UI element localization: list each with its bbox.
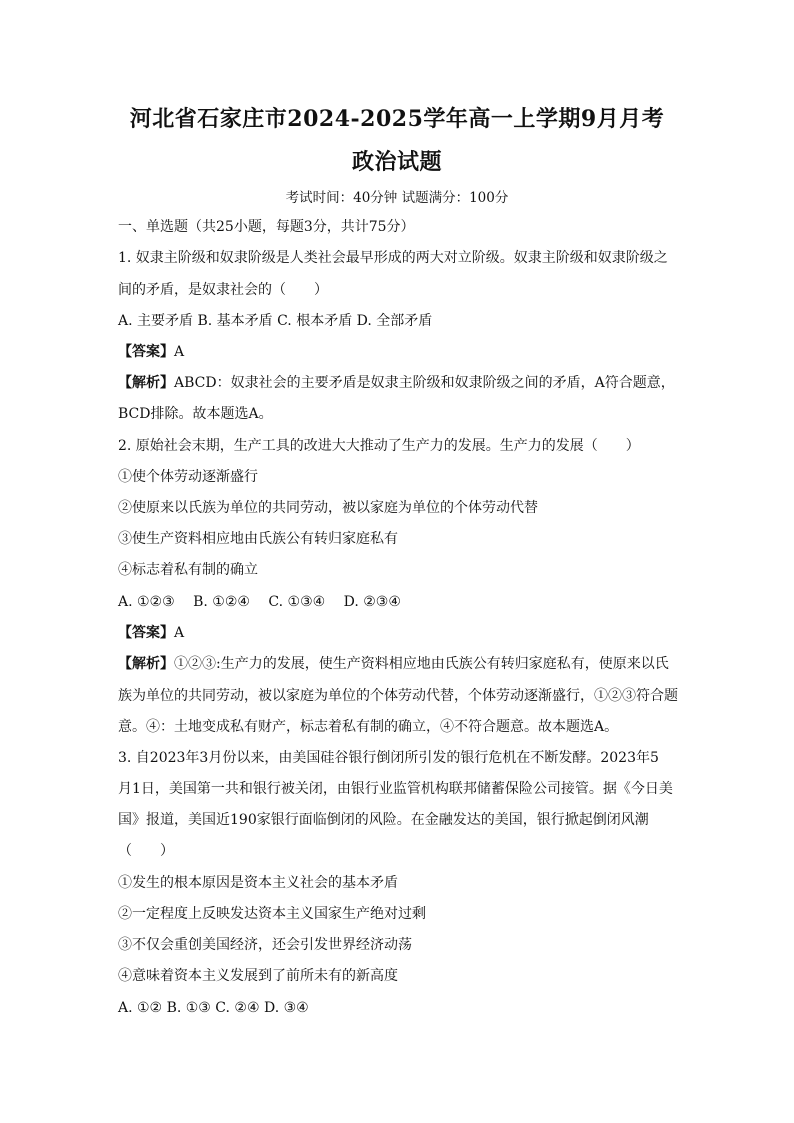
document-subtitle: 政治试题 <box>351 149 442 175</box>
question-2-item-4: ④标志着私有制的确立 <box>118 562 258 578</box>
question-3-item-3: ③不仅会重创美国经济，还会引发世界经济动荡 <box>118 937 412 953</box>
analysis-tag: 【解析】 <box>118 656 174 672</box>
question-3-item-4: ④意味着资本主义发展到了前所未有的新高度 <box>118 968 398 984</box>
question-3-options: A. ①② B. ①③ C. ②④ D. ③④ <box>118 1000 309 1016</box>
question-1-stem-line-1: 1. 奴隶主阶级和奴隶阶级是人类社会最早形成的两大对立阶级。奴隶主阶级和奴隶阶级之 <box>118 250 668 266</box>
question-2-item-3: ③使生产资料相应地由氏族公有转归家庭私有 <box>118 531 398 547</box>
question-2-analysis-line-2: 族为单位的共同劳动，被以家庭为单位的个体劳动代替，个体劳动逐渐盛行，①②③符合题 <box>118 688 678 704</box>
exam-meta: 考试时间：40分钟 试题满分：100分 <box>285 190 509 206</box>
question-2-analysis-line-3: 意。④：土地变成私有财产，标志着私有制的确立，④不符合题意。故本题选A。 <box>118 719 619 735</box>
question-3-stem-line-1: 3. 自2023年3月份以来，由美国硅谷银行倒闭所引发的银行危机在不断发酵。2023年5 <box>118 750 659 766</box>
question-1-analysis-line-2: BCD排除。故本题选A。 <box>118 406 273 422</box>
analysis-text: ABCD：奴隶社会的主要矛盾是奴隶主阶级和奴隶阶级之间的矛盾，A符合题意， <box>174 375 675 391</box>
question-3-item-1: ①发生的根本原因是资本主义社会的基本矛盾 <box>118 875 398 891</box>
question-1-options: A. 主要矛盾 B. 基本矛盾 C. 根本矛盾 D. 全部矛盾 <box>118 313 433 329</box>
question-3-stem-line-4: （ ） <box>118 843 174 859</box>
question-3-item-2: ②一定程度上反映发达资本主义国家生产绝对过剩 <box>118 906 426 922</box>
answer-tag: 【答案】 <box>118 625 174 641</box>
question-2-stem-line-1: 2. 原始社会末期，生产工具的改进大大推动了生产力的发展。生产力的发展（ ） <box>118 438 640 454</box>
question-2-item-1: ①使个体劳动逐渐盛行 <box>118 469 258 485</box>
document-title: 河北省石家庄市2024-2025学年高一上学期9月月考 <box>129 106 665 132</box>
analysis-tag: 【解析】 <box>118 375 174 391</box>
section-heading: 一、单选题（共25小题，每题3分，共计75分） <box>118 219 415 235</box>
answer-value: A <box>174 625 185 641</box>
question-2-analysis-line-1 <box>118 654 684 674</box>
question-2-answer <box>118 623 684 643</box>
analysis-text: ①②③:生产力的发展，使生产资料相应地由氏族公有转归家庭私有，使原来以氏 <box>174 656 669 672</box>
question-2-item-2: ②使原来以氏族为单位的共同劳动，被以家庭为单位的个体劳动代替 <box>118 500 538 516</box>
question-1-answer <box>118 342 684 362</box>
question-3-stem-line-2: 月1日，美国第一共和银行被关闭，由银行业监管机构联邦储蓄保险公司接管。据《今日美 <box>118 781 673 797</box>
question-1-analysis-line-1 <box>118 373 684 393</box>
question-2-options: A. ①②③ B. ①②④ C. ①③④ D. ②③④ <box>118 594 401 610</box>
question-3-stem-line-3: 国》报道，美国近190家银行面临倒闭的风险。在金融发达的美国，银行掀起倒闭风潮 <box>118 812 649 828</box>
answer-tag: 【答案】 <box>118 344 174 360</box>
answer-value: A <box>174 344 185 360</box>
question-1-stem-line-2: 间的矛盾，是奴隶社会的（ ） <box>118 282 328 298</box>
